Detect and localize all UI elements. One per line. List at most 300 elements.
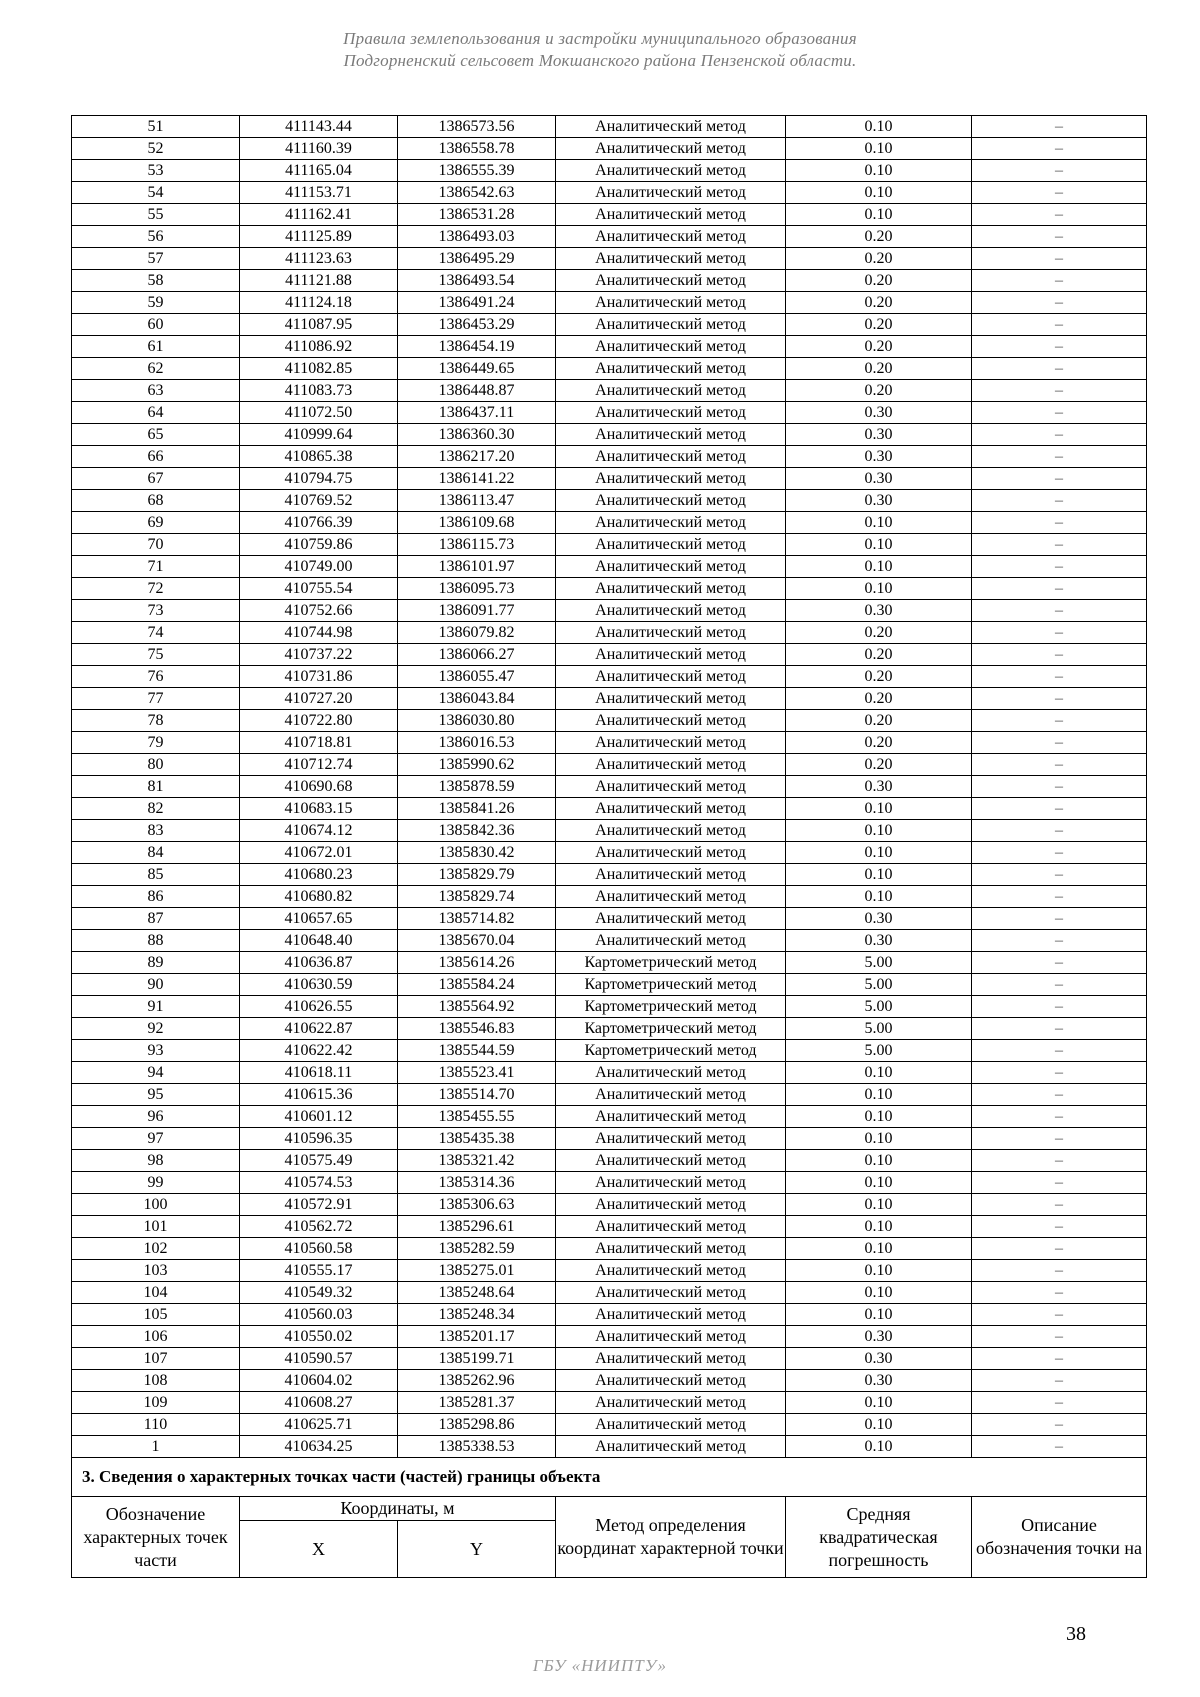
description-cell: –	[972, 578, 1147, 600]
coordinates-table	[71, 115, 1147, 1578]
error-cell: 0.30	[786, 424, 972, 446]
description-cell: –	[972, 1238, 1147, 1260]
error-cell: 0.30	[786, 1348, 972, 1370]
point-number-cell: 67	[72, 468, 240, 490]
description-cell: –	[972, 600, 1147, 622]
method-cell: Аналитический метод	[556, 732, 786, 754]
x-coordinate-cell: 411086.92	[240, 336, 398, 358]
description-cell: –	[972, 952, 1147, 974]
method-cell: Аналитический метод	[556, 314, 786, 336]
x-coordinate-cell: 410625.71	[240, 1414, 398, 1436]
x-coordinate-cell: 410794.75	[240, 468, 398, 490]
point-number-cell: 81	[72, 776, 240, 798]
col-header-method: Метод определения координат характерной точки	[556, 1497, 786, 1578]
x-coordinate-cell: 410626.55	[240, 996, 398, 1018]
description-cell: –	[972, 622, 1147, 644]
x-coordinate-cell: 410608.27	[240, 1392, 398, 1414]
y-coordinate-cell: 1385435.38	[398, 1128, 556, 1150]
error-cell: 0.10	[786, 1260, 972, 1282]
point-number-cell: 91	[72, 996, 240, 1018]
method-cell: Аналитический метод	[556, 534, 786, 556]
y-coordinate-cell: 1385714.82	[398, 908, 556, 930]
method-cell: Картометрический метод	[556, 1018, 786, 1040]
section-3-title: 3. Сведения о характерных точках части (частей) границы объекта	[72, 1458, 1147, 1497]
error-cell: 0.10	[786, 160, 972, 182]
method-cell: Аналитический метод	[556, 138, 786, 160]
point-number-cell: 104	[72, 1282, 240, 1304]
x-coordinate-cell: 410574.53	[240, 1172, 398, 1194]
points-table-body	[72, 116, 1147, 1458]
table-row	[72, 578, 1147, 600]
description-cell: –	[972, 336, 1147, 358]
error-cell: 0.30	[786, 446, 972, 468]
point-number-cell: 53	[72, 160, 240, 182]
error-cell: 0.20	[786, 292, 972, 314]
point-number-cell: 77	[72, 688, 240, 710]
table-row	[72, 292, 1147, 314]
method-cell: Аналитический метод	[556, 1282, 786, 1304]
y-coordinate-cell: 1386217.20	[398, 446, 556, 468]
table-row	[72, 556, 1147, 578]
method-cell: Аналитический метод	[556, 446, 786, 468]
table-row	[72, 688, 1147, 710]
point-number-cell: 110	[72, 1414, 240, 1436]
error-cell: 0.30	[786, 468, 972, 490]
y-coordinate-cell: 1386030.80	[398, 710, 556, 732]
method-cell: Аналитический метод	[556, 798, 786, 820]
description-cell: –	[972, 512, 1147, 534]
x-coordinate-cell: 411083.73	[240, 380, 398, 402]
x-coordinate-cell: 410731.86	[240, 666, 398, 688]
y-coordinate-cell: 1386101.97	[398, 556, 556, 578]
description-cell: –	[972, 292, 1147, 314]
x-coordinate-cell: 410560.58	[240, 1238, 398, 1260]
method-cell: Аналитический метод	[556, 1304, 786, 1326]
table-row	[72, 1282, 1147, 1304]
method-cell: Аналитический метод	[556, 1084, 786, 1106]
y-coordinate-cell: 1386079.82	[398, 622, 556, 644]
table-row	[72, 996, 1147, 1018]
x-coordinate-cell: 410727.20	[240, 688, 398, 710]
y-coordinate-cell: 1385275.01	[398, 1260, 556, 1282]
x-coordinate-cell: 410575.49	[240, 1150, 398, 1172]
method-cell: Аналитический метод	[556, 402, 786, 424]
y-coordinate-cell: 1386360.30	[398, 424, 556, 446]
x-coordinate-cell: 410999.64	[240, 424, 398, 446]
x-coordinate-cell: 410560.03	[240, 1304, 398, 1326]
method-cell: Аналитический метод	[556, 1436, 786, 1458]
point-number-cell: 109	[72, 1392, 240, 1414]
error-cell: 0.10	[786, 842, 972, 864]
y-coordinate-cell: 1385248.34	[398, 1304, 556, 1326]
x-coordinate-cell: 411082.85	[240, 358, 398, 380]
description-cell: –	[972, 534, 1147, 556]
table-row	[72, 336, 1147, 358]
error-cell: 0.10	[786, 1106, 972, 1128]
point-number-cell: 84	[72, 842, 240, 864]
point-number-cell: 68	[72, 490, 240, 512]
table-row	[72, 644, 1147, 666]
y-coordinate-cell: 1385829.79	[398, 864, 556, 886]
description-cell: –	[972, 666, 1147, 688]
method-cell: Аналитический метод	[556, 226, 786, 248]
x-coordinate-cell: 410615.36	[240, 1084, 398, 1106]
method-cell: Аналитический метод	[556, 600, 786, 622]
table-row	[72, 1040, 1147, 1062]
method-cell: Аналитический метод	[556, 820, 786, 842]
description-cell: –	[972, 204, 1147, 226]
y-coordinate-cell: 1385878.59	[398, 776, 556, 798]
x-coordinate-cell: 410744.98	[240, 622, 398, 644]
error-cell: 0.20	[786, 270, 972, 292]
description-cell: –	[972, 1172, 1147, 1194]
error-cell: 0.10	[786, 578, 972, 600]
error-cell: 0.10	[786, 116, 972, 138]
table-row	[72, 820, 1147, 842]
y-coordinate-cell: 1385830.42	[398, 842, 556, 864]
x-coordinate-cell: 410718.81	[240, 732, 398, 754]
description-cell: –	[972, 996, 1147, 1018]
y-coordinate-cell: 1385842.36	[398, 820, 556, 842]
table-row	[72, 1128, 1147, 1150]
error-cell: 0.10	[786, 512, 972, 534]
error-cell: 0.10	[786, 886, 972, 908]
description-cell: –	[972, 886, 1147, 908]
x-coordinate-cell: 410683.15	[240, 798, 398, 820]
x-coordinate-cell: 411160.39	[240, 138, 398, 160]
description-cell: –	[972, 754, 1147, 776]
description-cell: –	[972, 138, 1147, 160]
description-cell: –	[972, 732, 1147, 754]
method-cell: Аналитический метод	[556, 622, 786, 644]
y-coordinate-cell: 1386141.22	[398, 468, 556, 490]
description-cell: –	[972, 974, 1147, 996]
point-number-cell: 83	[72, 820, 240, 842]
header-line-1: Правила землепользования и застройки муниципального образования	[343, 29, 857, 48]
table-row	[72, 1106, 1147, 1128]
description-cell: –	[972, 1326, 1147, 1348]
description-cell: –	[972, 820, 1147, 842]
error-cell: 5.00	[786, 974, 972, 996]
error-cell: 0.30	[786, 490, 972, 512]
y-coordinate-cell: 1386491.24	[398, 292, 556, 314]
method-cell: Аналитический метод	[556, 1128, 786, 1150]
error-cell: 0.10	[786, 1238, 972, 1260]
error-cell: 0.20	[786, 732, 972, 754]
description-cell: –	[972, 930, 1147, 952]
error-cell: 0.10	[786, 1084, 972, 1106]
y-coordinate-cell: 1385298.86	[398, 1414, 556, 1436]
x-coordinate-cell: 411165.04	[240, 160, 398, 182]
method-cell: Картометрический метод	[556, 996, 786, 1018]
method-cell: Аналитический метод	[556, 1238, 786, 1260]
table-row	[72, 314, 1147, 336]
y-coordinate-cell: 1385841.26	[398, 798, 556, 820]
point-number-cell: 71	[72, 556, 240, 578]
method-cell: Аналитический метод	[556, 358, 786, 380]
point-number-cell: 55	[72, 204, 240, 226]
point-number-cell: 100	[72, 1194, 240, 1216]
table-row	[72, 1392, 1147, 1414]
table-row	[72, 1084, 1147, 1106]
x-coordinate-cell: 410618.11	[240, 1062, 398, 1084]
y-coordinate-cell: 1385523.41	[398, 1062, 556, 1084]
table-row	[72, 1018, 1147, 1040]
table-row	[72, 974, 1147, 996]
method-cell: Аналитический метод	[556, 1370, 786, 1392]
method-cell: Аналитический метод	[556, 424, 786, 446]
description-cell: –	[972, 644, 1147, 666]
table-row	[72, 204, 1147, 226]
method-cell: Аналитический метод	[556, 930, 786, 952]
point-number-cell: 96	[72, 1106, 240, 1128]
y-coordinate-cell: 1386448.87	[398, 380, 556, 402]
y-coordinate-cell: 1386449.65	[398, 358, 556, 380]
table-row	[72, 908, 1147, 930]
x-coordinate-cell: 410596.35	[240, 1128, 398, 1150]
x-coordinate-cell: 410766.39	[240, 512, 398, 534]
description-cell: –	[972, 1436, 1147, 1458]
y-coordinate-cell: 1385306.63	[398, 1194, 556, 1216]
x-coordinate-cell: 410657.65	[240, 908, 398, 930]
description-cell: –	[972, 424, 1147, 446]
y-coordinate-cell: 1385564.92	[398, 996, 556, 1018]
x-coordinate-cell: 410680.23	[240, 864, 398, 886]
point-number-cell: 72	[72, 578, 240, 600]
error-cell: 0.30	[786, 908, 972, 930]
y-coordinate-cell: 1385201.17	[398, 1326, 556, 1348]
x-coordinate-cell: 410672.01	[240, 842, 398, 864]
point-number-cell: 52	[72, 138, 240, 160]
error-cell: 0.10	[786, 204, 972, 226]
point-number-cell: 106	[72, 1326, 240, 1348]
table-row	[72, 622, 1147, 644]
y-coordinate-cell: 1385199.71	[398, 1348, 556, 1370]
table-row	[72, 952, 1147, 974]
document-footer: ГБУ «НИИПТУ»	[532, 1656, 668, 1675]
point-number-cell: 103	[72, 1260, 240, 1282]
error-cell: 5.00	[786, 1018, 972, 1040]
y-coordinate-cell: 1385514.70	[398, 1084, 556, 1106]
description-cell: –	[972, 1194, 1147, 1216]
method-cell: Аналитический метод	[556, 842, 786, 864]
description-cell: –	[972, 1128, 1147, 1150]
y-coordinate-cell: 1386558.78	[398, 138, 556, 160]
point-number-cell: 105	[72, 1304, 240, 1326]
col-header-coordinates: Координаты, м	[240, 1497, 556, 1521]
document-header	[0, 28, 1200, 72]
method-cell: Аналитический метод	[556, 336, 786, 358]
y-coordinate-cell: 1385248.64	[398, 1282, 556, 1304]
point-number-cell: 69	[72, 512, 240, 534]
x-coordinate-cell: 411121.88	[240, 270, 398, 292]
description-cell: –	[972, 1414, 1147, 1436]
point-number-cell: 92	[72, 1018, 240, 1040]
description-cell: –	[972, 776, 1147, 798]
error-cell: 0.10	[786, 556, 972, 578]
y-coordinate-cell: 1386115.73	[398, 534, 556, 556]
method-cell: Аналитический метод	[556, 1392, 786, 1414]
point-number-cell: 93	[72, 1040, 240, 1062]
y-coordinate-cell: 1386016.53	[398, 732, 556, 754]
y-coordinate-cell: 1386091.77	[398, 600, 556, 622]
description-cell: –	[972, 1260, 1147, 1282]
method-cell: Аналитический метод	[556, 1106, 786, 1128]
y-coordinate-cell: 1385296.61	[398, 1216, 556, 1238]
description-cell: –	[972, 226, 1147, 248]
point-number-cell: 107	[72, 1348, 240, 1370]
table-row	[72, 270, 1147, 292]
method-cell: Аналитический метод	[556, 908, 786, 930]
method-cell: Аналитический метод	[556, 864, 786, 886]
header-line-2: Подгорненский сельсовет Мокшанского района Пензенской области.	[343, 51, 857, 70]
table-row	[72, 534, 1147, 556]
point-number-cell: 98	[72, 1150, 240, 1172]
error-cell: 0.10	[786, 1392, 972, 1414]
description-cell: –	[972, 490, 1147, 512]
description-cell: –	[972, 1282, 1147, 1304]
table-row	[72, 1238, 1147, 1260]
y-coordinate-cell: 1386573.56	[398, 116, 556, 138]
y-coordinate-cell: 1385990.62	[398, 754, 556, 776]
x-coordinate-cell: 410865.38	[240, 446, 398, 468]
y-coordinate-cell: 1386454.19	[398, 336, 556, 358]
point-number-cell: 101	[72, 1216, 240, 1238]
error-cell: 0.10	[786, 864, 972, 886]
y-coordinate-cell: 1386495.29	[398, 248, 556, 270]
point-number-cell: 108	[72, 1370, 240, 1392]
table-row	[72, 358, 1147, 380]
method-cell: Аналитический метод	[556, 1414, 786, 1436]
method-cell: Аналитический метод	[556, 182, 786, 204]
y-coordinate-cell: 1386542.63	[398, 182, 556, 204]
point-number-cell: 54	[72, 182, 240, 204]
point-number-cell: 85	[72, 864, 240, 886]
x-coordinate-cell: 411162.41	[240, 204, 398, 226]
y-coordinate-cell: 1385546.83	[398, 1018, 556, 1040]
x-coordinate-cell: 410572.91	[240, 1194, 398, 1216]
error-cell: 0.10	[786, 1414, 972, 1436]
table-row	[72, 160, 1147, 182]
method-cell: Аналитический метод	[556, 292, 786, 314]
x-coordinate-cell: 410769.52	[240, 490, 398, 512]
description-cell: –	[972, 1216, 1147, 1238]
x-coordinate-cell: 411123.63	[240, 248, 398, 270]
point-number-cell: 80	[72, 754, 240, 776]
col-header-description: Описание обозначения точки на	[972, 1497, 1147, 1578]
x-coordinate-cell: 411087.95	[240, 314, 398, 336]
method-cell: Аналитический метод	[556, 1172, 786, 1194]
y-coordinate-cell: 1385670.04	[398, 930, 556, 952]
y-coordinate-cell: 1386095.73	[398, 578, 556, 600]
description-cell: –	[972, 468, 1147, 490]
x-coordinate-cell: 410622.42	[240, 1040, 398, 1062]
error-cell: 0.30	[786, 1370, 972, 1392]
point-number-cell: 94	[72, 1062, 240, 1084]
point-number-cell: 78	[72, 710, 240, 732]
method-cell: Аналитический метод	[556, 1348, 786, 1370]
x-coordinate-cell: 410648.40	[240, 930, 398, 952]
point-number-cell: 88	[72, 930, 240, 952]
x-coordinate-cell: 410722.80	[240, 710, 398, 732]
x-coordinate-cell: 410755.54	[240, 578, 398, 600]
error-cell: 0.20	[786, 248, 972, 270]
point-number-cell: 97	[72, 1128, 240, 1150]
point-number-cell: 76	[72, 666, 240, 688]
error-cell: 0.20	[786, 754, 972, 776]
y-coordinate-cell: 1386493.54	[398, 270, 556, 292]
y-coordinate-cell: 1386493.03	[398, 226, 556, 248]
description-cell: –	[972, 842, 1147, 864]
description-cell: –	[972, 1018, 1147, 1040]
method-cell: Аналитический метод	[556, 490, 786, 512]
table-row	[72, 1216, 1147, 1238]
y-coordinate-cell: 1386043.84	[398, 688, 556, 710]
table-row	[72, 116, 1147, 138]
table-row	[72, 1150, 1147, 1172]
y-coordinate-cell: 1386066.27	[398, 644, 556, 666]
error-cell: 0.10	[786, 798, 972, 820]
table-row	[72, 710, 1147, 732]
point-number-cell: 57	[72, 248, 240, 270]
y-coordinate-cell: 1385544.59	[398, 1040, 556, 1062]
table-row	[72, 248, 1147, 270]
description-cell: –	[972, 710, 1147, 732]
table-row	[72, 1414, 1147, 1436]
y-coordinate-cell: 1385281.37	[398, 1392, 556, 1414]
table-row	[72, 930, 1147, 952]
point-number-cell: 65	[72, 424, 240, 446]
description-cell: –	[972, 1150, 1147, 1172]
point-number-cell: 58	[72, 270, 240, 292]
error-cell: 0.10	[786, 1304, 972, 1326]
table-row	[72, 1326, 1147, 1348]
table-row	[72, 1436, 1147, 1458]
table-row	[72, 380, 1147, 402]
error-cell: 0.10	[786, 1216, 972, 1238]
method-cell: Аналитический метод	[556, 1062, 786, 1084]
error-cell: 0.30	[786, 600, 972, 622]
error-cell: 0.30	[786, 402, 972, 424]
error-cell: 0.20	[786, 314, 972, 336]
y-coordinate-cell: 1385262.96	[398, 1370, 556, 1392]
description-cell: –	[972, 556, 1147, 578]
table-row	[72, 600, 1147, 622]
error-cell: 0.10	[786, 1172, 972, 1194]
table-row	[72, 1348, 1147, 1370]
table-row	[72, 732, 1147, 754]
x-coordinate-cell: 410636.87	[240, 952, 398, 974]
description-cell: –	[972, 402, 1147, 424]
description-cell: –	[972, 248, 1147, 270]
table-row	[72, 402, 1147, 424]
table-row	[72, 138, 1147, 160]
table-row	[72, 1304, 1147, 1326]
method-cell: Аналитический метод	[556, 556, 786, 578]
error-cell: 0.30	[786, 776, 972, 798]
x-coordinate-cell: 410737.22	[240, 644, 398, 666]
y-coordinate-cell: 1386531.28	[398, 204, 556, 226]
error-cell: 0.10	[786, 1436, 972, 1458]
y-coordinate-cell: 1385338.53	[398, 1436, 556, 1458]
point-number-cell: 95	[72, 1084, 240, 1106]
method-cell: Картометрический метод	[556, 1040, 786, 1062]
method-cell: Аналитический метод	[556, 512, 786, 534]
x-coordinate-cell: 411125.89	[240, 226, 398, 248]
table-row	[72, 182, 1147, 204]
error-cell: 0.20	[786, 644, 972, 666]
point-number-cell: 79	[72, 732, 240, 754]
